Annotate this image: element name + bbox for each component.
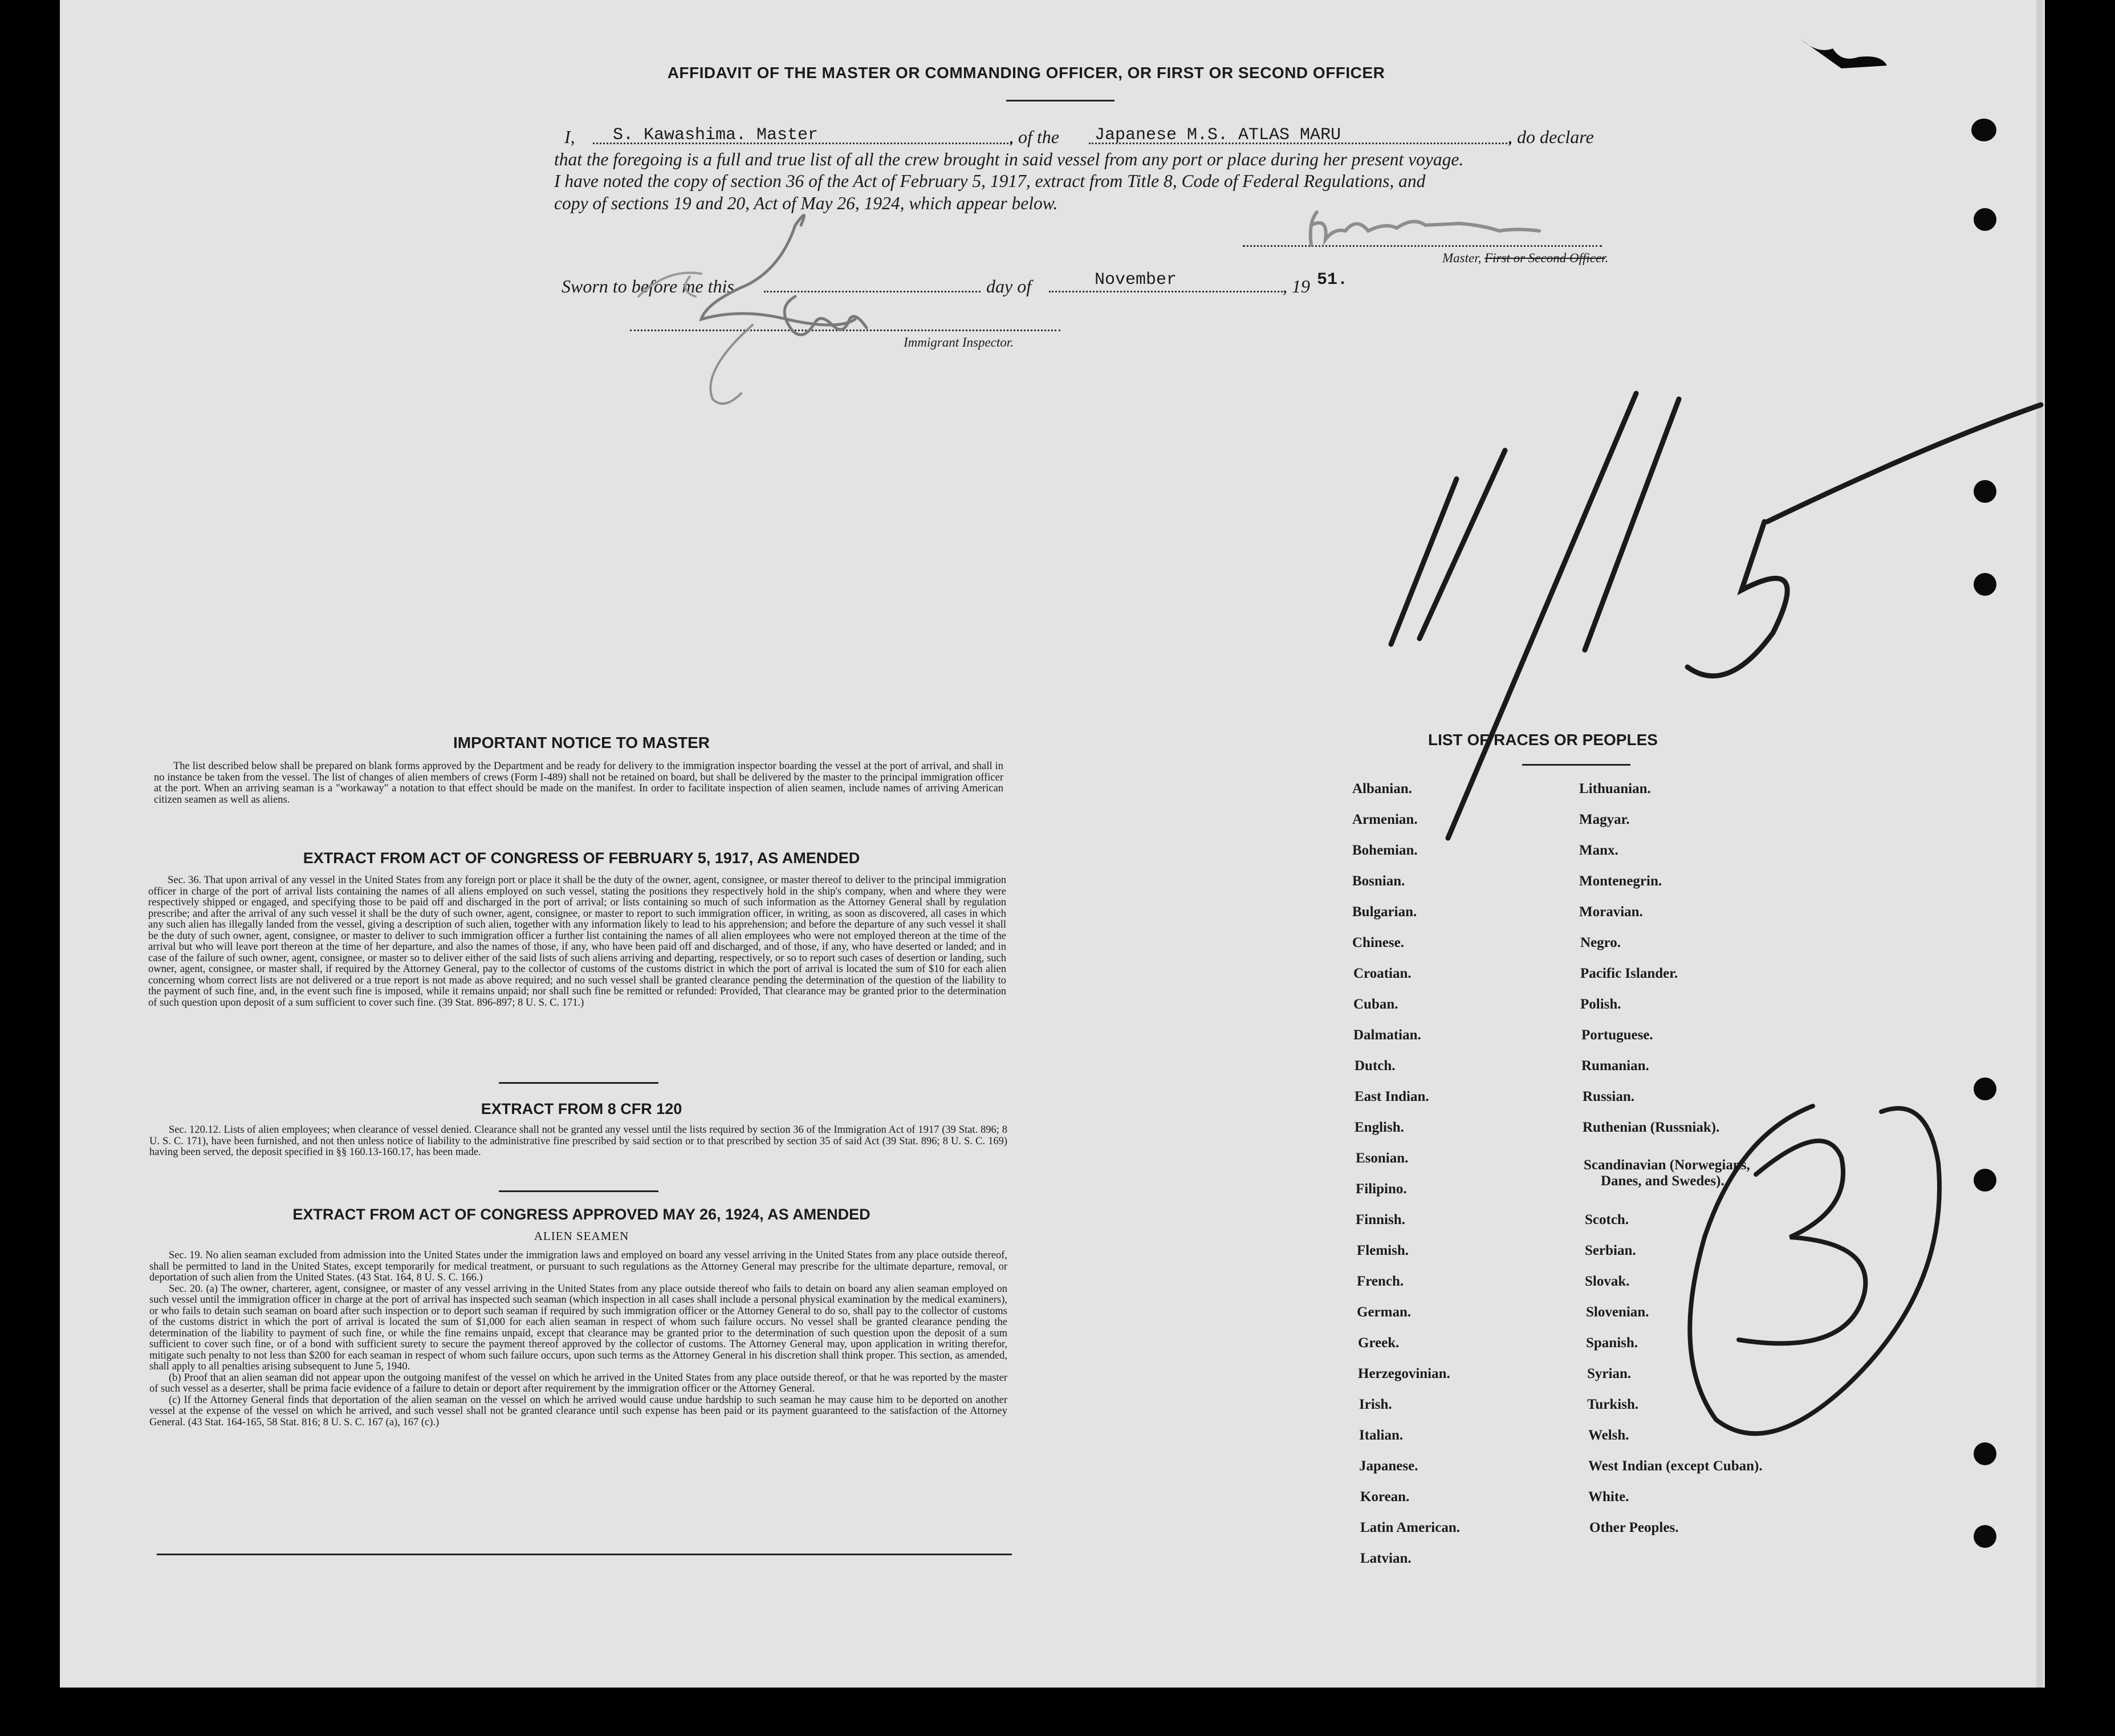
race-item: Croatian. <box>1353 966 1412 981</box>
race-item: Magyar. <box>1579 812 1630 827</box>
of-the-label: , of the <box>1009 127 1059 147</box>
race-item: Danes, and Swedes). <box>1601 1173 1724 1189</box>
race-item: Bohemian. <box>1352 843 1418 858</box>
races-title: LIST OF RACES OR PEOPLES <box>1428 731 1658 749</box>
race-item: Japanese. <box>1359 1458 1418 1474</box>
race-item: English. <box>1355 1120 1404 1135</box>
race-item: Finnish. <box>1356 1212 1405 1227</box>
race-item: Spanish. <box>1586 1335 1638 1351</box>
notice-text: The list described below shall be prepared on blank forms approved by the Department and be ready for delivery to the immigration inspector boarding the vessel at the port of arrival, and shall in no instance be taken from the vessel. The list of changes of alien members of crews (Form I-489) shall not be retained on board, but shall be delivered by the master to the principal immigration officer at the port. When an arriving seaman is a "workaway" a notation to that effect should be made on the manifest. In order to facilitate inspection of alien seamen, include names of arriving American citizen seamen as well as aliens. <box>154 761 1003 806</box>
sec19-text: Sec. 19. No alien seaman excluded from admission into the United States under the immigration laws and employed on board any vessel arriving in the United States from any place outside thereof, shall be permitted to land in the United States, except temporarily for medical treatment, or pursuant to such regulations as the Attorney General may prescribe for the ultimate departure, removal, or deportation of such alien from the United States. (43 Stat. 164, 8 U. S. C. 166.) <box>149 1250 1007 1283</box>
sec120-text: Sec. 120.12. Lists of alien employees; when clearance of vessel denied. Clearance shall not be granted any vessel until the lists required by section 36 of the Immigration Act of 1917 (39 Stat. 896; 8 U. S. C. 171), have been furnished, and not then unless notice of liability to the administrative fine prescribed by said section or to that prescribed by section 35 of said Act (39 Stat. 896; 8 U. S. C. 169) having been served, the deposit specified in §§ 160.13-160.17, has been made. <box>149 1124 1007 1158</box>
sec20b-text: (b) Proof that an alien seaman did not appear upon the outgoing manifest of the vessel on which he arrived in the United States from any place outside thereof, or that he was reported by the master of such vessel as a deserter, shall be prima facie evidence of a failure to detain or deport after requirement by the immigration officer or the Attorney General. <box>149 1372 1007 1395</box>
do-declare-label: , do declare <box>1508 127 1594 147</box>
year-field: 51. <box>1317 270 1348 290</box>
race-item: Manx. <box>1579 843 1618 858</box>
race-item: Albanian. <box>1352 781 1412 796</box>
race-item: Scotch. <box>1585 1212 1629 1227</box>
race-item: Dutch. <box>1355 1058 1396 1074</box>
race-item: Cuban. <box>1353 997 1398 1012</box>
race-item: Montenegrin. <box>1579 873 1662 889</box>
race-item: Ruthenian (Russniak). <box>1583 1120 1720 1135</box>
inspector-caption: Immigrant Inspector. <box>904 335 1014 349</box>
race-item: Greek. <box>1358 1335 1400 1351</box>
affidavit-i: I, <box>564 127 575 147</box>
race-item: Chinese. <box>1352 935 1404 950</box>
race-item: Armenian. <box>1352 812 1418 827</box>
race-item: Bosnian. <box>1352 873 1405 889</box>
notice-title: IMPORTANT NOTICE TO MASTER <box>453 734 710 751</box>
race-item: Russian. <box>1583 1089 1635 1104</box>
cfr-title: EXTRACT FROM 8 CFR 120 <box>481 1100 682 1117</box>
race-item: Rumanian. <box>1581 1058 1649 1074</box>
race-item: Welsh. <box>1588 1428 1629 1443</box>
affidavit-line-3: I have noted the copy of section 36 of the Act of February 5, 1917, extract from Title 8, Code of Federal Regulations, and <box>554 171 1426 191</box>
race-item: Korean. <box>1360 1489 1410 1505</box>
race-item: Latin American. <box>1360 1520 1460 1535</box>
affidavit-title: AFFIDAVIT OF THE MASTER OR COMMANDING OFFICER, OR FIRST OR SECOND OFFICER <box>667 64 1385 82</box>
race-item: French. <box>1357 1274 1404 1289</box>
race-item: Turkish. <box>1587 1397 1639 1412</box>
race-item: Esonian. <box>1356 1150 1409 1166</box>
race-item: Irish. <box>1359 1397 1392 1412</box>
master-caption-text: Master, <box>1442 251 1482 265</box>
race-item: East Indian. <box>1355 1089 1429 1104</box>
year-prefix: , 19 <box>1283 276 1310 296</box>
sworn-label: Sworn to before me this <box>562 276 734 296</box>
race-item: Serbian. <box>1585 1243 1636 1258</box>
race-item: Moravian. <box>1579 904 1643 920</box>
race-item: Bulgarian. <box>1352 904 1417 920</box>
day-of-label: day of <box>986 276 1032 296</box>
race-item: Other Peoples. <box>1589 1520 1679 1535</box>
vessel-field: Japanese M.S. ATLAS MARU <box>1095 125 1341 145</box>
sec20a-text: Sec. 20. (a) The owner, charterer, agent, consignee, or master of any vessel arriving in the United States from any place outside thereof who fails to detain on board any alien seaman employed on such vessel until the immigration officer in charge at the port of arrival has inspected such seaman (which inspection in all cases shall include a personal physical examination by the medical examiners), or who fails to detain such seaman on board after such inspection or to deport such seaman if required by such immigration officer or the Attorney General to do so, shall pay to the collector of customs of the customs district in which the port of arrival is located the sum of $1,000 for each alien seaman in respect of whom such failure occurs. No vessel shall be granted clearance pending the determination of the liability to payment of such fine, or while the fine remains unpaid, except that clearance may be granted prior to the determination of such question upon the deposit of a sum sufficient to cover such fine, or of a bond with sufficient surety to secure the payment thereof approved by the collector of customs. The Attorney General may, upon application in writing therefor, mitigate such penalty to not less than $200 for each seaman in respect of whom such failure occurs, upon such terms as the Attorney General in his discretion shall think proper. This section, as amended, shall apply to all penalties arising subsequent to June 5, 1940. <box>149 1283 1007 1372</box>
race-item: Italian. <box>1359 1428 1404 1443</box>
race-item: West Indian (except Cuban). <box>1588 1458 1763 1474</box>
race-item: White. <box>1588 1489 1629 1505</box>
race-item: Herzegovinian. <box>1358 1366 1450 1381</box>
race-item: Pacific Islander. <box>1580 966 1678 981</box>
race-item: Portuguese. <box>1581 1027 1653 1043</box>
race-item: Latvian. <box>1360 1551 1412 1566</box>
race-item: Slovak. <box>1585 1274 1630 1289</box>
extract-1924-title: EXTRACT FROM ACT OF CONGRESS APPROVED MAY 26, 1924, AS AMENDED <box>292 1206 871 1223</box>
race-item: German. <box>1357 1304 1412 1320</box>
alien-seamen-subtitle: ALIEN SEAMEN <box>534 1229 629 1243</box>
struck-caption: First or Second Officer <box>1484 251 1605 265</box>
race-item: Slovenian. <box>1586 1304 1649 1320</box>
affidavit-line-2: that the foregoing is a full and true list of all the crew brought in said vessel from any port or place during her present voyage. <box>554 149 1464 169</box>
extract-1917-title: EXTRACT FROM ACT OF CONGRESS OF FEBRUARY 5, 1917, AS AMENDED <box>303 849 860 867</box>
sec20c-text: (c) If the Attorney General finds that deportation of the alien seaman on the vessel on which he arrived would cause undue hardship to such seaman he may cause him to be deported on another vessel at the expense of the vessel on which he arrived, and such vessel shall not be granted clearance until such expense has been paid or its payment guaranteed to the satisfaction of the Attorney General. (43 Stat. 164-165, 58 Stat. 816; 8 U. S. C. 167 (a), 167 (c).) <box>149 1394 1007 1428</box>
month-field: November <box>1095 270 1177 290</box>
race-item: Scandinavian (Norwegians, <box>1584 1157 1750 1173</box>
sec36-text: Sec. 36. That upon arrival of any vessel in the United States from any foreign port or place it shall be the duty of the owner, agent, consignee, or master thereof to deliver to the principal immigration officer in charge of the port of arrival lists containing the names of all aliens employed on such vessel, stating the positions they respectively hold in the ship's company, when and where they were respectively shipped or engaged, and specifying those to be paid off and discharged in the port of arrival; or lists containing so much of such information as the Attorney General shall by regulation prescribe; and after the arrival of any such vessel it shall be the duty of such owner, agent, consignee, or master to report to such immigration officer, in writing, as soon as discovered, all cases in which any such alien has illegally landed from the vessel, giving a description of such alien, together with any information likely to lead to his apprehension; and before the departure of any such vessel it shall be the duty of such owner, agent, consignee, or master to deliver to such immigration officer a further list containing the names of all alien employees who were not employed thereon at the time of the arrival but who will leave port thereon at the time of her departure, and also the names of those, if any, who have been paid off and discharged, and of those, if any, who have deserted or landed; and in case of the failure of such owner, agent, consignee, or master so to deliver either of the said lists of such aliens arriving and departing, respectively, or so to report such cases of desertion or landing, such owner, agent, consignee, or master shall, if required by the Attorney General, pay to the collector of customs of the customs district in which the port of arrival is located the sum of $10 for each alien concerning whom correct lists are not delivered or a true report is not made as above required; and no such vessel shall be granted clearance pending the determination of the question of the liability to the payment of such fine, and, in the event such fine is imposed, while it remains unpaid; nor shall such fine be remitted or refunded: Provided, That clearance may be granted prior to the determination of such question upon deposit of a sum sufficient to cover such fine. (39 Stat. 896-897; 8 U. S. C. 171.) <box>148 875 1006 1009</box>
race-item: Lithuanian. <box>1579 781 1651 796</box>
affidavit-line-4: copy of sections 19 and 20, Act of May 26, 1924, which appear below. <box>554 193 1058 213</box>
race-item: Flemish. <box>1357 1243 1409 1258</box>
race-item: Polish. <box>1580 997 1621 1012</box>
race-item: Dalmatian. <box>1353 1027 1421 1043</box>
master-caption: Master, First or Second Officer. <box>1442 251 1609 265</box>
race-item: Filipino. <box>1356 1181 1407 1197</box>
master-name-field: S. Kawashima. Master <box>613 125 819 145</box>
race-item: Negro. <box>1580 935 1621 950</box>
race-item: Syrian. <box>1587 1366 1632 1381</box>
